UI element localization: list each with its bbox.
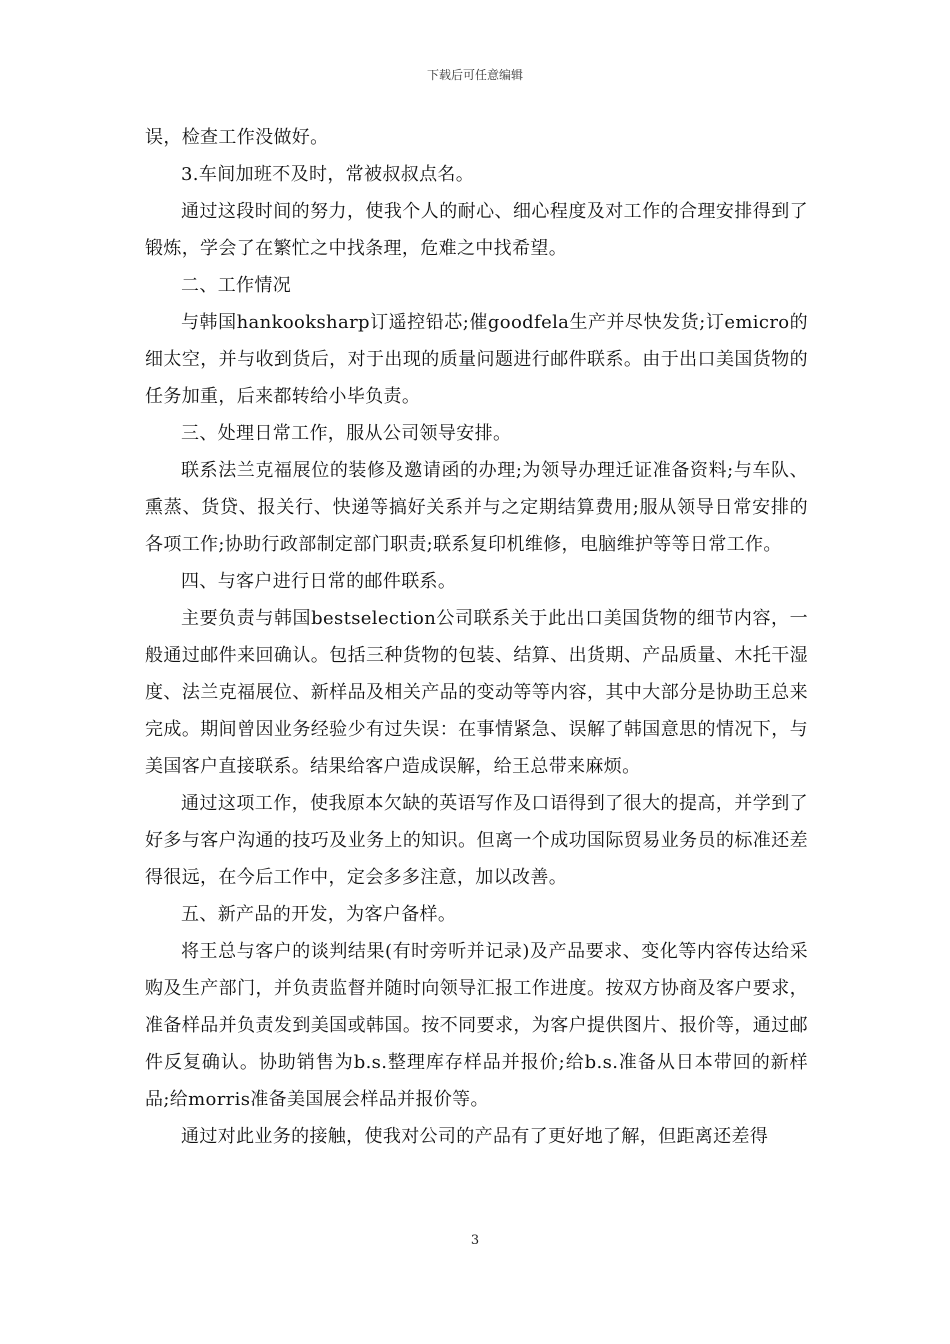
paragraph: 五、新产品的开发，为客户备样。 <box>181 904 457 925</box>
paragraph: 主要负责与韩国bestselection公司联系关于此出口美国货物的细节内容，一般通过邮件来回确认。包括三种货物的包装、结算、出货期、产品质量、木托干湿度、法兰克福展位、新样品及相关产品的变动等等内容，其中大部分是协助王总来完成。期间曾因业务经验少有过失误：在事情紧急、误解了韩国意思的情况下，与美国客户直接联系。结果给客户造成误解，给王总带来麻烦。 <box>145 608 808 777</box>
paragraph: 将王总与客户的谈判结果(有时旁听并记录)及产品要求、变化等内容传达给采购及生产部门，并负责监督并随时向领导汇报工作进度。按双方协商及客户要求，准备样品并负责发到美国或韩国。按不同要求，为客户提供图片、报价等，通过邮件反复确认。协助销售为b.s.整理库存样品并报价;给b.s.准备从日本带回的新样品;给morris准备美国展会样品并报价等。 <box>145 941 808 1110</box>
paragraph: 3.车间加班不及时，常被叔叔点名。 <box>181 164 475 185</box>
paragraph: 二、工作情况 <box>181 275 292 296</box>
document-body <box>145 119 808 1155</box>
paragraph: 通过这段时间的努力，使我个人的耐心、细心程度及对工作的合理安排得到了锻炼，学会了在繁忙之中找条理，危难之中找希望。 <box>145 201 808 259</box>
paragraph: 联系法兰克福展位的装修及邀请函的办理;为领导办理迁证准备资料;与车队、熏蒸、货贷、报关行、快递等搞好关系并与之定期结算费用;服从领导日常安排的各项工作;协助行政部制定部门职责;联系复印机维修，电脑维护等等日常工作。 <box>145 460 808 555</box>
paragraph: 与韩国hankooksharp订遥控铅芯;催goodfela生产并尽快发货;订emicro的细太空，并与收到货后，对于出现的质量问题进行邮件联系。由于出口美国货物的任务加重，后来都转给小毕负责。 <box>145 312 808 407</box>
paragraph: 通过这项工作，使我原本欠缺的英语写作及口语得到了很大的提高，并学到了好多与客户沟通的技巧及业务上的知识。但离一个成功国际贸易业务员的标准还差得很远，在今后工作中，定会多多注意，加以改善。 <box>145 793 808 888</box>
paragraph: 通过对此业务的接触，使我对公司的产品有了更好地了解，但距离还差得 <box>181 1126 769 1147</box>
paragraph: 四、与客户进行日常的邮件联系。 <box>181 571 457 592</box>
paragraph: 三、处理日常工作，服从公司领导安排。 <box>181 423 512 444</box>
page-number: 3 <box>470 1233 480 1248</box>
page-header: 下载后可任意编辑 <box>426 68 523 82</box>
paragraph: 误，检查工作没做好。 <box>145 127 329 148</box>
